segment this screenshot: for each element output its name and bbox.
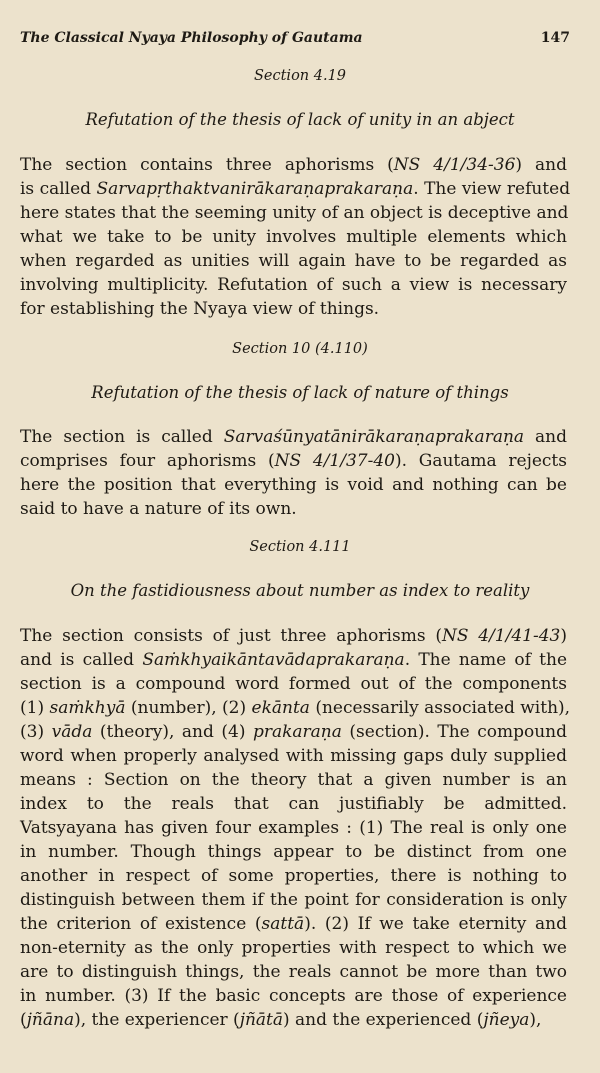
text-line: (1) saṁkhyā (number), (2) ekānta (necessarily associated with), [20,698,571,718]
text-line: comprises four aphorisms (NS 4/1/37-40). Gautama rejects [20,451,567,471]
text-line: here the position that everything is void and nothing can be [20,475,567,495]
text-line: what we take to be unity involves multiple elements which [20,227,567,247]
text-line: said to have a nature of its own. [20,499,297,519]
paragraph-4-110 [20,425,567,521]
section-subtitle-4-19: Refutation of the thesis of lack of unity in an abject [85,110,515,129]
section-heading-4-111: Section 4.111 [249,539,351,555]
text-line: distinguish between them if the point for consideration is only [20,890,567,910]
text-line: index to the reals that can justifiably be admitted. [20,794,567,814]
text-line: means : Section on the theory that a given number is an [20,770,567,790]
text-line: section is a compound word formed out of the components [20,674,567,694]
text-line: another in respect of some properties, there is nothing to [20,866,567,886]
text-line: in number. Though things appear to be distinct from one [20,842,567,862]
text-line: involving multiplicity. Refutation of such a view is necessary [20,275,567,295]
section-heading-4-110: Section 10 (4.110) [232,341,368,357]
paragraph-4-19 [20,153,571,321]
text-line: The section is called Sarvaśūnyatānirākaraṇaprakaraṇa and [20,427,568,447]
text-line: (3) vāda (theory), and (4) prakaraṇa (section). The compound [20,722,568,742]
text-line: and is called Saṁkhyaikāntavādaprakaraṇa. The name of the [20,650,568,670]
text-line: are to distinguish things, the reals cannot be more than two [20,962,567,982]
text-line: in number. (3) If the basic concepts are those of experience [20,986,567,1006]
text-line: Vatsyayana has given four examples : (1) The real is only one [20,818,567,838]
text-line: is called Sarvapṛthaktvanirākaraṇaprakaraṇa. The view refuted [20,179,571,199]
running-title: The Classical Nyaya Philosophy of Gautama [20,30,363,46]
section-subtitle-4-111: On the fastidiousness about number as index to reality [70,581,530,600]
running-header [20,30,570,46]
page-number: 147 [540,30,570,46]
section-subtitle-4-110: Refutation of the thesis of lack of nature of things [91,383,509,402]
section-heading-4-19: Section 4.19 [253,68,347,84]
text-line: when regarded as unities will again have to be regarded as [20,251,567,271]
text-line: word when properly analysed with missing gaps duly supplied [20,746,567,766]
text-line: the criterion of existence (sattā). (2) If we take eternity and [20,914,567,934]
paragraph-4-111 [20,624,571,1032]
text-line: here states that the seeming unity of an object is deceptive and [20,203,569,223]
text-line: The section consists of just three aphorisms (NS 4/1/41-43) [20,626,567,646]
text-line: The section contains three aphorisms (NS 4/1/34-36) and [20,155,567,175]
text-line: non-eternity as the only properties with respect to which we [20,938,567,958]
text-line: for establishing the Nyaya view of things. [20,299,380,319]
text-line: (jñāna), the experiencer (jñātā) and the experienced (jñeya), [20,1010,542,1030]
